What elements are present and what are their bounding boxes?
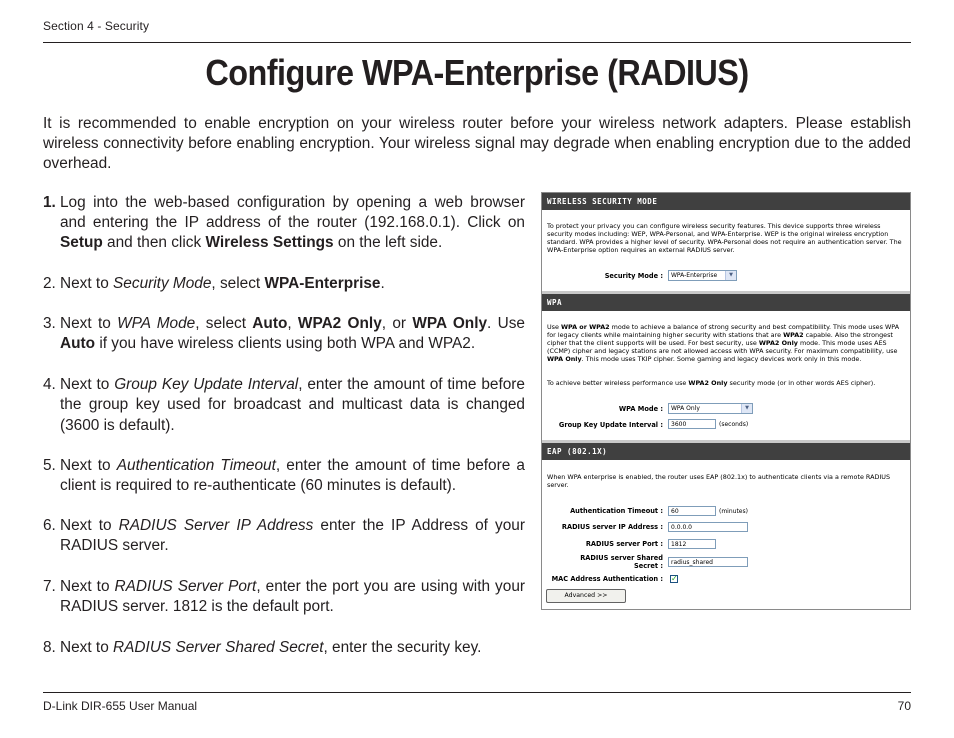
security-mode-label: Security Mode :	[604, 272, 663, 280]
mac-auth-row	[542, 574, 910, 588]
radius-ip-input[interactable]: 0.0.0.0	[668, 522, 748, 532]
group-key-interval-label: Group Key Update Interval :	[558, 421, 663, 429]
advanced-button[interactable]: Advanced >>	[546, 589, 626, 603]
radius-ip-label: RADIUS server IP Address :	[561, 523, 663, 531]
radius-secret-input[interactable]: radius_shared	[668, 557, 748, 567]
wpa-mode-row	[542, 402, 910, 416]
wpa-mode-select[interactable]: WPA Only ▼	[668, 403, 753, 414]
radius-secret-label: RADIUS server Shared Secret :	[580, 554, 663, 570]
intro-paragraph: It is recommended to enable encryption on your wireless router before your wireless network adapters. Please establish wireless connectivity before enabling encryption. Your wireless signal may degrade when enabling encryption due to the added overhead.	[43, 115, 911, 172]
step-6: 6. Next to RADIUS Server IP Address enter the IP Address of your RADIUS server.	[43, 517, 525, 555]
router-settings-screenshot	[541, 192, 911, 610]
radius-ip-row	[542, 521, 910, 535]
footer-rule	[43, 692, 911, 693]
radius-port-row	[542, 538, 910, 552]
mac-auth-label: MAC Address Authentication :	[551, 575, 663, 583]
step-1: 1. Log into the web-based configuration by opening a web browser and entering the IP address of the router (192.168.0.1). Click on Setup and then click Wireless Settings on the left side.	[43, 194, 525, 252]
chevron-down-icon: ▼	[741, 404, 752, 413]
radius-secret-row	[542, 554, 910, 572]
step-8: 8. Next to RADIUS Server Shared Secret, enter the security key.	[43, 638, 525, 658]
security-mode-row	[542, 270, 910, 284]
group-key-interval-row	[542, 418, 910, 432]
auth-timeout-label: Authentication Timeout :	[570, 507, 663, 515]
step-5: 5. Next to Authentication Timeout, enter the amount of time before a client is required to re-authenticate (60 minutes is default).	[43, 456, 525, 495]
step-number: 4.	[43, 376, 56, 394]
radius-port-input[interactable]: 1812	[668, 539, 716, 549]
eap-heading: EAP (802.1X)	[542, 443, 910, 460]
chevron-down-icon: ▼	[725, 271, 736, 280]
header-rule	[43, 42, 911, 43]
wireless-security-mode-heading: WIRELESS SECURITY MODE	[542, 193, 910, 210]
eap-description: When WPA enterprise is enabled, the router uses EAP (802.1x) to authenticate clients via a remote RADIUS server.	[547, 473, 891, 489]
step-number: 2.	[43, 274, 56, 292]
section-label: Section 4 - Security	[43, 19, 150, 33]
wpa-mode-label: WPA Mode :	[618, 405, 663, 413]
step-number: 7.	[43, 577, 56, 595]
step-7: 7. Next to RADIUS Server Port, enter the port you are using with your RADIUS server. 1812 is the default port.	[43, 577, 525, 615]
step-4: 4. Next to Group Key Update Interval, enter the amount of time before the group key used for broadcast and multicast data is changed (3600 is default).	[43, 376, 525, 434]
step-number: 1.	[43, 194, 56, 211]
step-number: 3.	[43, 314, 56, 332]
auth-timeout-row	[542, 505, 910, 519]
auth-timeout-unit: (minutes)	[719, 508, 748, 515]
step-number: 6.	[43, 517, 56, 535]
page-title: Configure WPA-Enterprise (RADIUS)	[205, 52, 749, 93]
wpa-performance-tip: To achieve better wireless performance use WPA2 Only security mode (or in other words AES cipher).	[547, 379, 876, 387]
wireless-security-mode-description: To protect your privacy you can configure wireless security features. This device supports three wireless security modes including: WEP, WPA-Personal, and WPA-Enterprise. WEP is the original wireless encryption standard. WPA provides a higher level of security. WPA-Personal does not require an authentication server. The WPA-Enterprise option requires an external RADIUS server.	[547, 222, 902, 254]
radius-port-label: RADIUS server Port :	[585, 540, 663, 548]
mac-auth-checkbox[interactable]: ✓	[671, 574, 678, 583]
group-key-interval-input[interactable]: 3600	[668, 419, 716, 429]
instruction-steps	[43, 193, 525, 658]
wpa-description: Use WPA or WPA2 mode to achieve a balance of strong security and best compatibility. This mode uses WPA for legacy clients while maintaining higher security with stations that are WPA2 capable. Also the strongest cipher that the client supports will be used. For best security, use WPA2 Only mode. This mode uses AES (CCMP) cipher and legacy stations are not allowed access with WPA security. For maximum compatibility, use WPA Only. This mode uses TKIP cipher. Some gaming and legacy devices work only in this mode.	[547, 323, 900, 363]
step-number: 5.	[43, 456, 56, 474]
wpa-heading: WPA	[542, 294, 910, 311]
step-number: 8.	[43, 639, 56, 657]
auth-timeout-input[interactable]: 60	[668, 506, 716, 516]
group-key-interval-unit: (seconds)	[719, 421, 749, 428]
step-2: 2. Next to Security Mode, select WPA-Enterprise.	[43, 274, 525, 294]
page-number: 70	[897, 699, 911, 713]
manual-name: D-Link DIR-655 User Manual	[43, 699, 198, 713]
security-mode-select[interactable]: WPA-Enterprise ▼	[668, 270, 737, 281]
step-3: 3. Next to WPA Mode, select Auto, WPA2 Only, or WPA Only. Use Auto if you have wireless clients using both WPA and WPA2.	[43, 314, 525, 353]
